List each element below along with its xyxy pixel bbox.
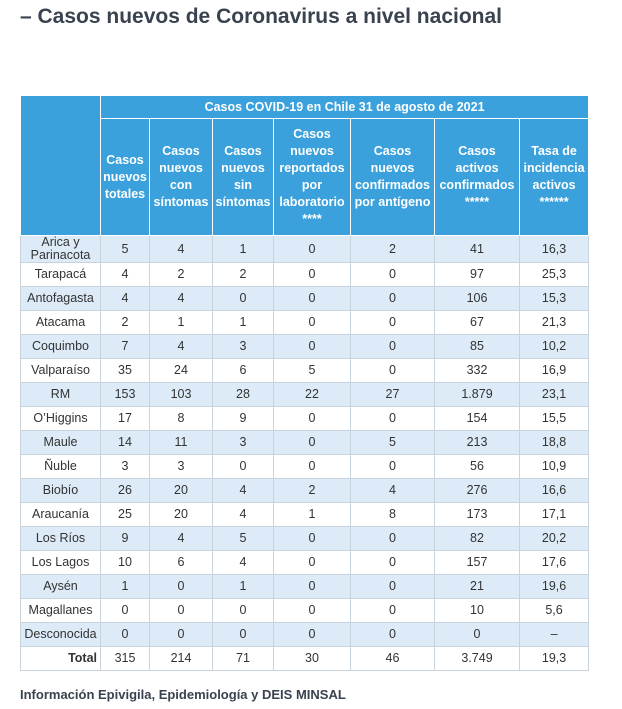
value-cell: 4 (351, 479, 435, 503)
value-cell: 14 (101, 431, 150, 455)
value-cell: 3 (213, 335, 274, 359)
value-cell: 0 (274, 335, 351, 359)
table-row (21, 431, 589, 455)
value-cell: 0 (213, 623, 274, 647)
value-cell: 276 (435, 479, 520, 503)
value-cell: 21,3 (520, 311, 589, 335)
region-cell: Atacama (21, 311, 101, 335)
table-row (21, 455, 589, 479)
value-cell: 0 (351, 551, 435, 575)
covid-cases-table (20, 95, 589, 671)
value-cell: 23,1 (520, 383, 589, 407)
value-cell: 0 (351, 311, 435, 335)
value-cell: 0 (274, 287, 351, 311)
value-cell: 85 (435, 335, 520, 359)
value-cell: 11 (150, 431, 213, 455)
value-cell: 41 (435, 236, 520, 263)
region-cell: Magallanes (21, 599, 101, 623)
value-cell: 4 (213, 503, 274, 527)
value-cell: 3 (213, 431, 274, 455)
table-row (21, 263, 589, 287)
value-cell: 0 (351, 575, 435, 599)
value-cell: 0 (213, 287, 274, 311)
table-row (21, 527, 589, 551)
value-cell: 0 (150, 575, 213, 599)
value-cell: 0 (213, 455, 274, 479)
table-row (21, 623, 589, 647)
value-cell: 0 (351, 263, 435, 287)
column-header: Casos nuevos sin síntomas (213, 119, 274, 236)
value-cell: 0 (150, 599, 213, 623)
value-cell: 22 (274, 383, 351, 407)
region-cell: Tarapacá (21, 263, 101, 287)
value-cell: 16,9 (520, 359, 589, 383)
value-cell: 4 (213, 551, 274, 575)
value-cell: 19,6 (520, 575, 589, 599)
table-row (21, 359, 589, 383)
value-cell: 0 (101, 623, 150, 647)
value-cell: 1 (274, 503, 351, 527)
value-cell: 4 (101, 287, 150, 311)
value-cell: 4 (150, 335, 213, 359)
value-cell: 21 (435, 575, 520, 599)
value-cell: 25 (101, 503, 150, 527)
value-cell: 0 (274, 311, 351, 335)
value-cell: 0 (351, 287, 435, 311)
column-header: Tasa de incidencia activos ****** (520, 119, 589, 236)
column-header: Casos nuevos confirmados por antígeno (351, 119, 435, 236)
table-row (21, 575, 589, 599)
value-cell: 213 (435, 431, 520, 455)
value-cell: 8 (351, 503, 435, 527)
value-cell: 0 (351, 407, 435, 431)
value-cell: 46 (351, 647, 435, 671)
table-row (21, 503, 589, 527)
value-cell: 71 (213, 647, 274, 671)
value-cell: 6 (213, 359, 274, 383)
value-cell: 5 (351, 431, 435, 455)
column-header: Casos activos confirmados ***** (435, 119, 520, 236)
value-cell: 17 (101, 407, 150, 431)
value-cell: 2 (274, 479, 351, 503)
value-cell: 1 (213, 236, 274, 263)
value-cell: 4 (150, 236, 213, 263)
value-cell: 15,5 (520, 407, 589, 431)
region-cell: Arica y Parinacota (21, 236, 101, 263)
value-cell: – (520, 623, 589, 647)
value-cell: 19,3 (520, 647, 589, 671)
value-cell: 173 (435, 503, 520, 527)
value-cell: 4 (213, 479, 274, 503)
value-cell: 0 (351, 359, 435, 383)
value-cell: 20 (150, 503, 213, 527)
value-cell: 0 (351, 335, 435, 359)
value-cell: 20 (150, 479, 213, 503)
value-cell: 26 (101, 479, 150, 503)
total-row (21, 647, 589, 671)
region-cell: Valparaíso (21, 359, 101, 383)
region-cell: Los Lagos (21, 551, 101, 575)
value-cell: 214 (150, 647, 213, 671)
value-cell: 5 (213, 527, 274, 551)
value-cell: 4 (101, 263, 150, 287)
column-header: Casos nuevos totales (101, 119, 150, 236)
value-cell: 18,8 (520, 431, 589, 455)
value-cell: 0 (150, 623, 213, 647)
table-row (21, 287, 589, 311)
value-cell: 9 (101, 527, 150, 551)
value-cell: 0 (274, 623, 351, 647)
value-cell: 0 (274, 263, 351, 287)
value-cell: 103 (150, 383, 213, 407)
region-cell: Desconocida (21, 623, 101, 647)
covid-table-container (20, 95, 589, 671)
value-cell: 10 (435, 599, 520, 623)
value-cell: 7 (101, 335, 150, 359)
region-cell: O’Higgins (21, 407, 101, 431)
region-cell: Aysén (21, 575, 101, 599)
value-cell: 0 (274, 575, 351, 599)
value-cell: 0 (274, 431, 351, 455)
value-cell: 67 (435, 311, 520, 335)
value-cell: 2 (150, 263, 213, 287)
value-cell: 153 (101, 383, 150, 407)
value-cell: 0 (351, 455, 435, 479)
value-cell: 10 (101, 551, 150, 575)
value-cell: 24 (150, 359, 213, 383)
region-cell: Coquimbo (21, 335, 101, 359)
value-cell: 3 (150, 455, 213, 479)
table-body (21, 236, 589, 671)
value-cell: 0 (274, 551, 351, 575)
value-cell: 4 (150, 287, 213, 311)
value-cell: 5 (101, 236, 150, 263)
value-cell: 2 (351, 236, 435, 263)
value-cell: 3.749 (435, 647, 520, 671)
value-cell: 0 (274, 455, 351, 479)
region-cell: RM (21, 383, 101, 407)
column-header: Casos nuevos reportados por laboratorio **** (274, 119, 351, 236)
value-cell: 332 (435, 359, 520, 383)
page-heading: – Casos nuevos de Coronavirus a nivel nacional (20, 5, 502, 28)
value-cell: 6 (150, 551, 213, 575)
region-cell: Los Ríos (21, 527, 101, 551)
value-cell: 27 (351, 383, 435, 407)
value-cell: 97 (435, 263, 520, 287)
value-cell: 157 (435, 551, 520, 575)
table-row (21, 335, 589, 359)
region-cell: Ñuble (21, 455, 101, 479)
value-cell: 17,1 (520, 503, 589, 527)
value-cell: 17,6 (520, 551, 589, 575)
value-cell: 25,3 (520, 263, 589, 287)
value-cell: 2 (213, 263, 274, 287)
region-cell: Biobío (21, 479, 101, 503)
table-row (21, 236, 589, 263)
value-cell: 3 (101, 455, 150, 479)
value-cell: 1.879 (435, 383, 520, 407)
value-cell: 106 (435, 287, 520, 311)
value-cell: 0 (274, 407, 351, 431)
table-row (21, 407, 589, 431)
value-cell: 0 (435, 623, 520, 647)
value-cell: 0 (351, 599, 435, 623)
column-header: Casos nuevos con síntomas (150, 119, 213, 236)
value-cell: 16,6 (520, 479, 589, 503)
region-cell: Total (21, 647, 101, 671)
table-row (21, 479, 589, 503)
value-cell: 82 (435, 527, 520, 551)
value-cell: 8 (150, 407, 213, 431)
value-cell: 0 (101, 599, 150, 623)
table-row (21, 599, 589, 623)
value-cell: 0 (274, 236, 351, 263)
region-cell: Antofagasta (21, 287, 101, 311)
value-cell: 4 (150, 527, 213, 551)
value-cell: 56 (435, 455, 520, 479)
column-header-row (21, 119, 589, 236)
value-cell: 1 (213, 311, 274, 335)
value-cell: 0 (213, 599, 274, 623)
region-column-header (21, 96, 101, 236)
value-cell: 15,3 (520, 287, 589, 311)
value-cell: 5 (274, 359, 351, 383)
value-cell: 35 (101, 359, 150, 383)
table-row (21, 311, 589, 335)
value-cell: 10,2 (520, 335, 589, 359)
value-cell: 1 (150, 311, 213, 335)
source-footer: Información Epivigila, Epidemiología y DEIS MINSAL (20, 687, 346, 702)
table-row (21, 551, 589, 575)
value-cell: 1 (213, 575, 274, 599)
region-cell: Araucanía (21, 503, 101, 527)
value-cell: 5,6 (520, 599, 589, 623)
value-cell: 28 (213, 383, 274, 407)
value-cell: 9 (213, 407, 274, 431)
value-cell: 1 (101, 575, 150, 599)
value-cell: 2 (101, 311, 150, 335)
value-cell: 0 (351, 623, 435, 647)
value-cell: 16,3 (520, 236, 589, 263)
value-cell: 10,9 (520, 455, 589, 479)
table-row (21, 383, 589, 407)
value-cell: 0 (351, 527, 435, 551)
value-cell: 0 (274, 527, 351, 551)
value-cell: 20,2 (520, 527, 589, 551)
region-cell: Maule (21, 431, 101, 455)
table-title: Casos COVID-19 en Chile 31 de agosto de 2021 (101, 96, 589, 119)
value-cell: 315 (101, 647, 150, 671)
value-cell: 30 (274, 647, 351, 671)
value-cell: 0 (274, 599, 351, 623)
value-cell: 154 (435, 407, 520, 431)
